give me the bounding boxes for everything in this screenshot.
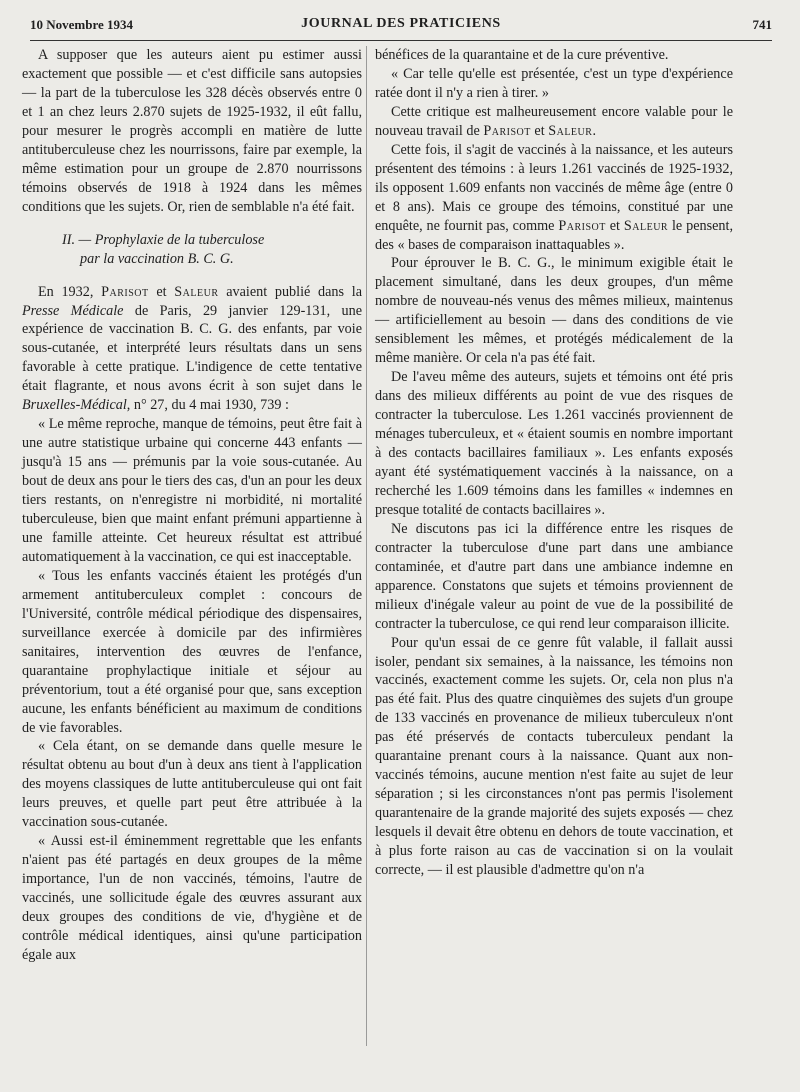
author-name: Parisot [558, 217, 606, 234]
paragraph: En 1932, Parisot et Saleur avaient publié dans la Presse Médicale de Paris, 29 janvier 129-131, une expérience de vaccination B. C. G. des enfants, par voie sous-cutanée, et interprété leurs résultats dans un sens favorable à cette pratique. L'indigence de cette tentative était flagrante, et nous avons écrit à son sujet dans le Bruxelles-Médical, n° 27, du 4 mai 1930, 739 : [22, 283, 362, 414]
journal-title: JOURNAL DES PRATICIENS [301, 16, 501, 31]
paragraph: Pour éprouver le B. C. G., le minimum exigible était le placement simultané, dans les deux groupes, d'un même nombre de nouveau-nés venus des mêmes milieux, maintenus — artificiellement au besoin — dans des conditions de vie sensiblement les mêmes, et protégés médicalement de la même manière. Or cela n'a pas été fait. [375, 255, 733, 367]
author-name: Saleur [174, 283, 219, 300]
running-header [30, 14, 772, 41]
journal-reference: Bruxelles-Médical [22, 397, 127, 414]
author-name: Saleur [623, 217, 669, 234]
section-heading [22, 231, 362, 269]
paragraph: A supposer que les auteurs aient pu estimer aussi exactement que possible — et c'est difficile sans autopsies — la part de la tuberculose les 328 décès observés entre 0 et 1 an chez leurs 2.870 sujets de 1925-1932, il eût fallu, pour mesurer le progrès accompli en matière de lutte antituberculeuse chez les nourrissons, faire par exemple, la même estimation pour un groupe de 2.870 nourrissons témoins observés de 1918 à 1924 dans les mêmes conditions que les sujets. Or, rien de semblable n'a été fait. [22, 47, 362, 215]
section-heading-line-2: par la vaccination B. C. G. [80, 250, 234, 267]
right-column [375, 46, 733, 880]
paragraph: De l'aveu même des auteurs, sujets et témoins ont été pris dans des milieux différents au point de vue des risques de contracter la tuberculose. Les 1.261 vaccinés proviennent de ménages tuberculeux, et « étaient soumis en nombre important à des contacts bacillaires familiaux ». Les enfants exposés ayant été systématiquement vaccinés à la naissance, on a recherché les 1.609 témoins dans les familles « indemnes en presque totalité de contacts bacillaires ». [375, 369, 733, 518]
paragraph: Cette fois, il s'agit de vaccinés à la naissance, et les auteurs présentent des témoins : à leurs 1.261 vaccinés de 1925-1932, ils opposent 1.609 enfants non vaccinés de même âge (entre 0 et 8 ans). Mais ce groupe des témoins, constitué par une enquête, ne fournit pas, comme Parisot et Saleur le pensent, des « bases de comparaison inattaquables ». [375, 141, 733, 253]
left-column [22, 46, 362, 965]
section-heading-line-1: II. — Prophylaxie de la tuberculose [62, 231, 265, 248]
issue-date: 10 Novembre 1934 [30, 17, 134, 32]
quoted-paragraph: « Cela étant, on se demande dans quelle mesure le résultat obtenu au bout d'un à deux ans tient à l'application des moyens classiques de lutte antituberculeuse qui ont fait leurs preuves, et quelle part peut être attribuée à la vaccination sous-cutanée. [22, 738, 362, 831]
quoted-paragraph: « Car telle qu'elle est présentée, c'est un type d'expérience ratée dont il n'y a rien à tirer. » [375, 65, 733, 101]
quoted-paragraph: « Le même reproche, manque de témoins, peut être fait à une autre statistique urbaine qui concerne 443 enfants — jusqu'à 15 ans — prémunis par la voie sous-cutanée. Au bout de deux ans pour le tiers des cas, d'un an pour les deux tiers restants, on n'enregistre ni morbidité, ni mortalité tuberculeuse, bien que maint enfant prémuni appartienne à une famille atteinte. Cet heureux résultat est attribué automatiquement à la vaccination, ce qui est inacceptable. [22, 416, 362, 565]
paragraph: bénéfices de la quarantaine et de la cure préventive. [375, 47, 669, 63]
quoted-paragraph: « Aussi est-il éminemment regrettable que les enfants n'aient pas été partagés en deux groupes de la même importance, l'un de non vaccinés, témoins, l'autre de vaccinés, une sollicitude égale des œuvres assurant aux deux groupes des conditions de vie, d'hygiène et de contrôle médical identiques, ainsi qu'une participation égale aux [22, 833, 362, 963]
journal-reference: Presse Médicale [22, 302, 124, 319]
paragraph: Cette critique est malheureusement encore valable pour le nouveau travail de Parisot et Saleur. [375, 103, 733, 139]
column-divider [366, 46, 367, 1046]
author-name: Saleur [548, 122, 593, 139]
quoted-paragraph: « Tous les enfants vaccinés étaient les protégés d'un armement antituberculeux complet : concours de l'Université, contrôle médical périodique des dispensaires, surveillance exercée à domicile par des infirmières sanitaires, intervention des œuvres de l'enfance, quarantaine prophylactique initiale et séjour au préventorium, tout a été organisé pour que, sans exception aucune, les enfants bénéficient au maximum de conditions de vie favorables. [22, 567, 362, 736]
paragraph: Ne discutons pas ici la différence entre les risques de contracter la tuberculose d'une part dans une ambiance contaminée, et d'autre part dans une ambiance indemne en apparence. Constatons que sujets et témoins proviennent de milieux d'inégale valeur au point de vue de la possibilité de contracter la tuberculose, ce qui rend leur comparaison illicite. [375, 520, 733, 632]
paragraph: Pour qu'un essai de ce genre fût valable, il fallait aussi isoler, pendant six semaines, à la naissance, les témoins non vaccinés, exactement comme les sujets. Or, cela non plus n'a pas été fait. Plus des quatre cinquièmes des sujets d'un groupe de 133 vaccinés en provenance de milieux tuberculeux n'ont pas été préservés de contacts tuberculeux pendant la quarantaine prenant cours à la naissance. Quant aux non-vaccinés témoins, aucune mention n'est faite au sujet de leur séparation ; si les circonstances n'ont pas permis l'isolement quarantenaire de la grande majorité des sujets exposés — chez lesquels il devait être obtenu en dehors de toute vaccination, et à plus forte raison au cas de vaccination si on la voulait correcte, — il est plausible d'admettre qu'on n'a [375, 634, 733, 878]
page-number: 741 [752, 17, 772, 32]
author-name: Parisot [101, 283, 149, 300]
author-name: Parisot [483, 122, 531, 139]
